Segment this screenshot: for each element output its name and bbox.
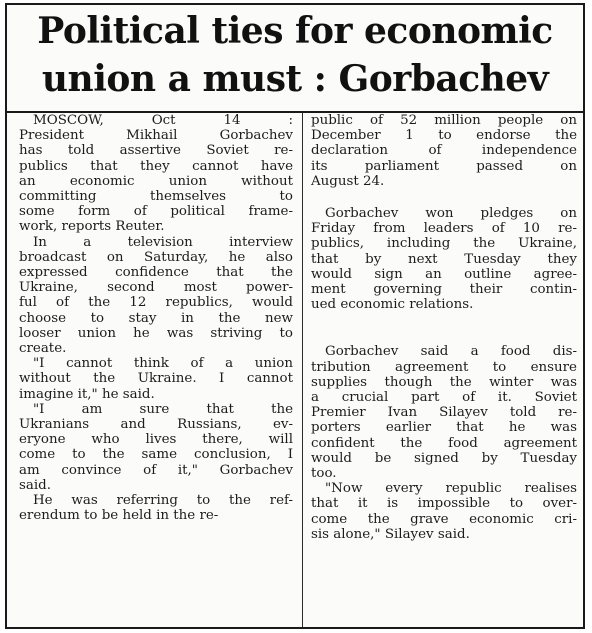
text-line: Ukraine, second most power- bbox=[19, 280, 293, 296]
text-line: choose to stay in the new bbox=[19, 310, 293, 326]
text-line: imagine it," he said. bbox=[19, 386, 155, 402]
text-line: Premier Ivan Silayev told re- bbox=[311, 405, 577, 421]
text-line: has told assertive Soviet re- bbox=[19, 143, 293, 159]
text-line: some form of political frame- bbox=[19, 204, 293, 220]
text-line: too. bbox=[311, 466, 337, 482]
paragraph bbox=[19, 235, 293, 357]
text-line: Ukranians and Russians, ev- bbox=[19, 417, 293, 433]
text-line: "I cannot think of a union bbox=[33, 356, 293, 372]
text-line: its parliament passed on bbox=[311, 158, 577, 174]
text-line: eryone who lives there, will bbox=[19, 432, 293, 448]
text-line: broadcast on Saturday, he also bbox=[19, 249, 293, 265]
headline-line-1: Political ties for economic bbox=[37, 10, 553, 52]
text-line: come to the same conclusion, I bbox=[19, 447, 293, 463]
text-line: would sign an outline agree- bbox=[311, 266, 577, 282]
text-line: expressed confidence that the bbox=[19, 265, 293, 281]
text-line: In a television interview bbox=[33, 234, 293, 250]
paragraph bbox=[19, 402, 293, 493]
text-line: without the Ukraine. I cannot bbox=[19, 371, 293, 387]
paragraph bbox=[311, 113, 577, 189]
text-line: porters earlier that he was bbox=[311, 420, 577, 436]
text-line: looser union he was striving to bbox=[19, 325, 293, 341]
text-line: tribution agreement to ensure bbox=[311, 359, 577, 375]
headline-line-2: union a must : Gorbachev bbox=[41, 58, 549, 100]
text-line: would be signed by Tuesday bbox=[311, 450, 577, 466]
newspaper-clipping bbox=[5, 3, 585, 629]
text-line: He was referring to the ref- bbox=[33, 493, 293, 509]
text-line: work, reports Reuter. bbox=[19, 219, 165, 235]
text-line: confident the food agreement bbox=[311, 435, 577, 451]
text-line: a crucial part of it. Soviet bbox=[311, 390, 577, 406]
text-line: declaration of independence bbox=[311, 143, 577, 159]
text-line: supplies though the winter was bbox=[311, 374, 577, 390]
headline bbox=[7, 7, 583, 103]
text-line: ment governing their contin- bbox=[311, 282, 577, 298]
column-divider bbox=[302, 113, 303, 627]
text-line: MOSCOW, Oct 14 : bbox=[33, 113, 293, 128]
text-line: sis alone," Silayev said. bbox=[311, 526, 470, 542]
text-line: that it is impossible to over- bbox=[311, 496, 577, 512]
article-body bbox=[7, 113, 583, 627]
text-line: President Mikhail Gorbachev bbox=[19, 128, 293, 144]
text-line: said. bbox=[19, 477, 51, 493]
paragraph bbox=[311, 206, 577, 312]
text-line: "I am sure that the bbox=[33, 401, 293, 417]
text-line: am convince of it," Gorbachev bbox=[19, 462, 293, 478]
right-column bbox=[311, 113, 577, 627]
paragraph bbox=[311, 344, 577, 481]
paragraph bbox=[19, 113, 293, 235]
text-line: Gorbachev said a food dis- bbox=[325, 344, 577, 360]
paragraph bbox=[19, 493, 293, 523]
text-line: August 24. bbox=[311, 173, 385, 189]
text-line: erendum to be held in the re- bbox=[19, 508, 219, 524]
text-line: come the grave economic cri- bbox=[311, 511, 577, 527]
text-line: create. bbox=[19, 341, 67, 357]
text-line: that by next Tuesday they bbox=[311, 251, 577, 267]
text-line: committing themselves to bbox=[19, 189, 293, 205]
paragraph bbox=[311, 481, 577, 542]
text-line: "Now every republic realises bbox=[325, 481, 577, 497]
text-line: ued economic relations. bbox=[311, 297, 474, 313]
text-line: publics that they cannot have bbox=[19, 158, 293, 174]
paragraph bbox=[19, 356, 293, 402]
text-line: public of 52 million people on bbox=[311, 113, 577, 128]
text-line: publics, including the Ukraine, bbox=[311, 236, 577, 252]
text-line: December 1 to endorse the bbox=[311, 128, 577, 144]
left-column bbox=[19, 113, 293, 627]
text-line: an economic union without bbox=[19, 173, 293, 189]
text-line: Friday from leaders of 10 re- bbox=[311, 221, 577, 237]
text-line: Gorbachev won pledges on bbox=[325, 206, 577, 222]
text-line: ful of the 12 republics, would bbox=[19, 295, 293, 311]
